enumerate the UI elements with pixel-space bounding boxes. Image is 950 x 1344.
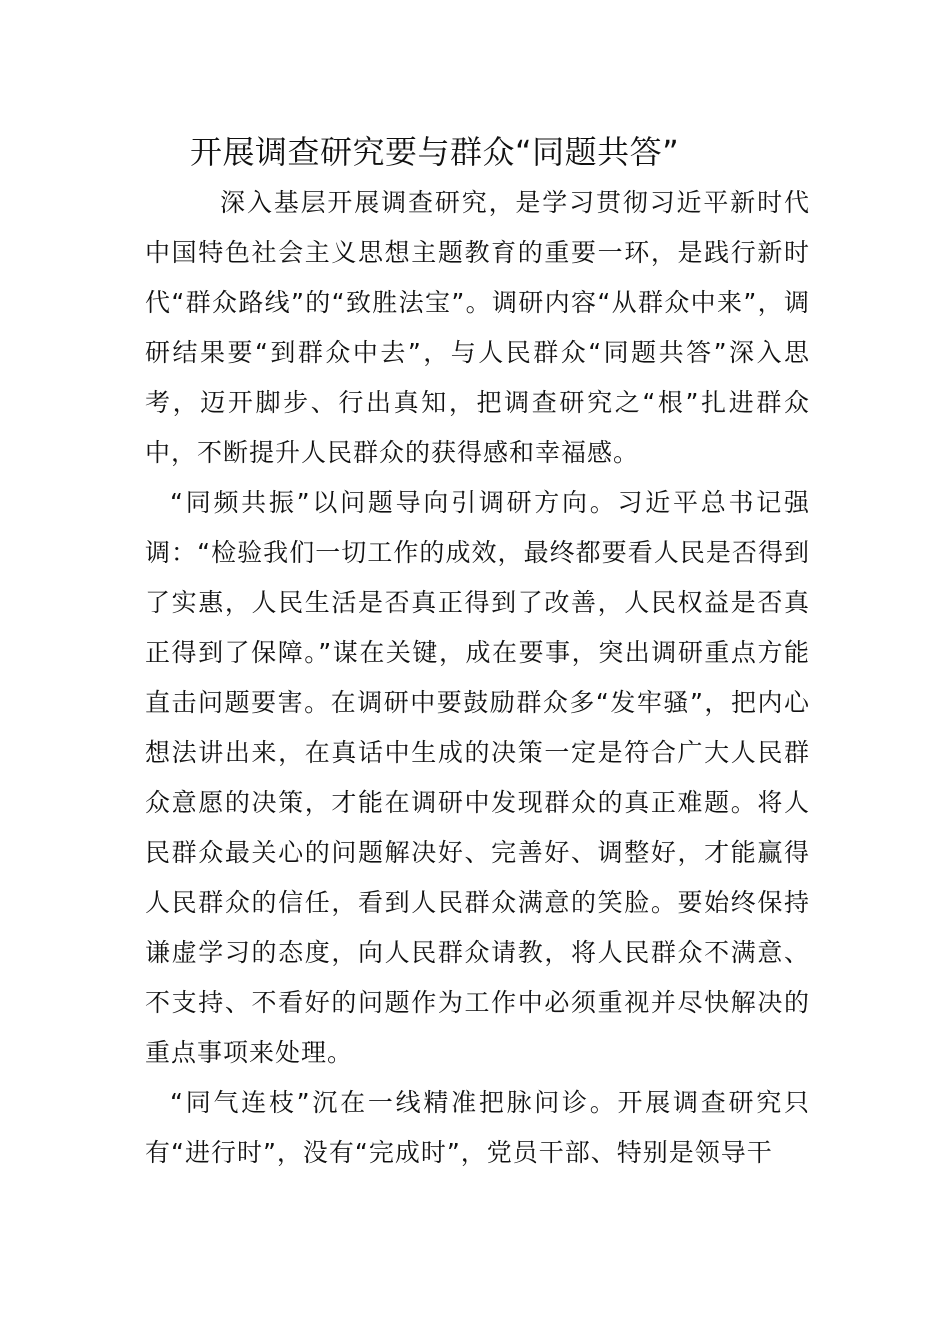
document-body — [145, 178, 810, 1178]
paragraph-frontline: “同气连枝”沉在一线精准把脉问诊。开展调查研究只有“进行时”，没有“完成时”，党员干部、特别是领导干 — [145, 1088, 810, 1167]
paragraph-resonance: “同频共振”以问题导向引调研方向。习近平总书记强调：“检验我们一切工作的成效，最终都要看人民是否得到了实惠，人民生活是否真正得到了改善，人民权益是否真正得到了保障。”谋在关键，成在要事，突出调研重点方能直击问题要害。在调研中要鼓励群众多“发牢骚”，把内心想法讲出来，在真话中生成的决策一定是符合广大人民群众意愿的决策，才能在调研中发现群众的真正难题。将人民群众最关心的问题解决好、完善好、调整好，才能赢得人民群众的信任，看到人民群众满意的笑脸。要始终保持谦虚学习的态度，向人民群众请教，将人民群众不满意、不支持、不看好的问题作为工作中必须重视并尽快解决的重点事项来处理。 — [145, 488, 810, 1067]
paragraph-intro: 深入基层开展调查研究，是学习贯彻习近平新时代中国特色社会主义思想主题教育的重要一环，是践行新时代“群众路线”的“致胜法宝”。调研内容“从群众中来”，调研结果要“到群众中去”，与人民群众“同题共答”深入思考，迈开脚步、行出真知，把调查研究之“根”扎进群众中，不断提升人民群众的获得感和幸福感。 — [145, 188, 810, 467]
document-title: 开展调查研究要与群众“同题共答” — [190, 133, 680, 171]
